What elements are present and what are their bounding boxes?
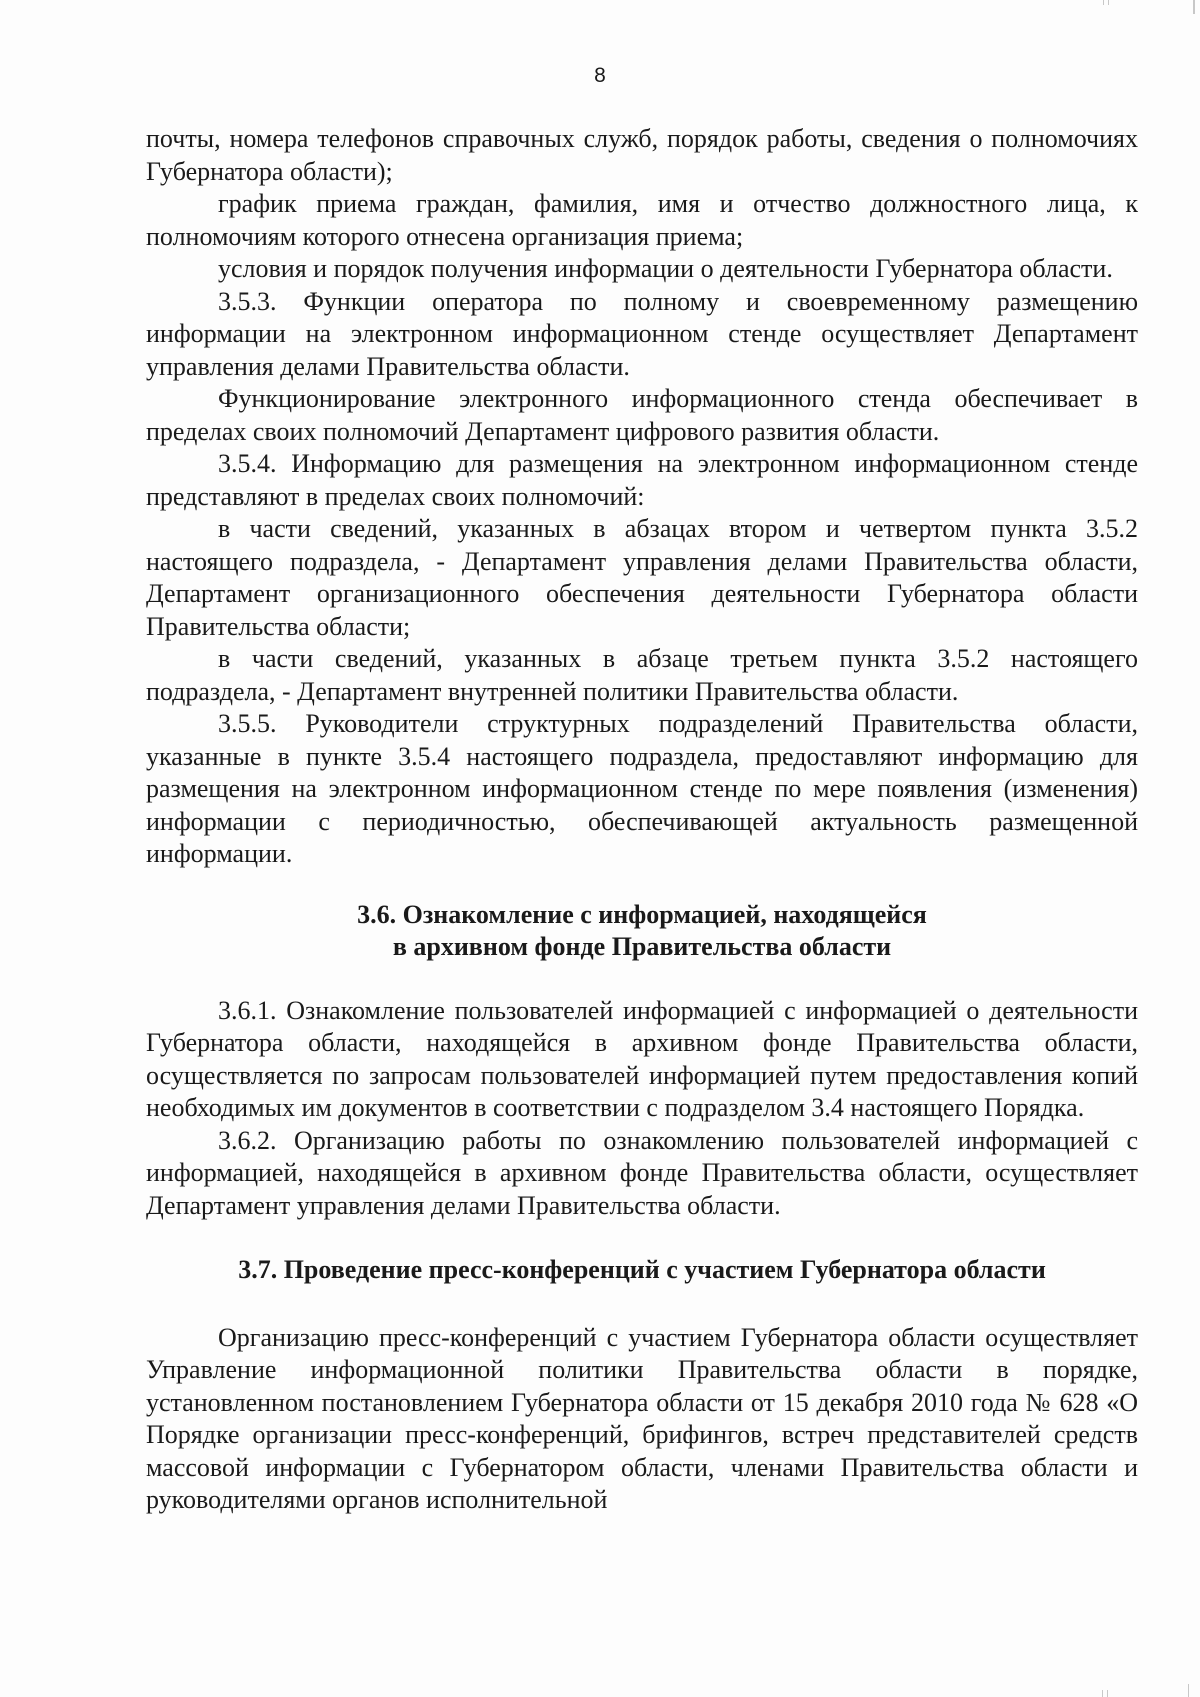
page-number: 8 <box>594 64 606 87</box>
paragraph-group-top <box>146 123 1138 871</box>
paragraph: Организацию пресс-конференций с участием Губернатора области осуществляет Управление информационной политики Правительства области в порядке, установленном постановлением Губернатора области от 15 декабря 2010 года № 628 «О Порядке организации пресс-конференций, брифингов, встреч представителей средств массовой информации с Губернатором области, членами Правительства области и руководителями органов исполнительной <box>146 1322 1138 1514</box>
paragraph: в части сведений, указанных в абзацах втором и четвертом пункта 3.5.2 настоящего подраздела, - Департамент управления делами Правительства области, Департамент организационного обеспечения деятельности Губернатора области Правительства области; <box>146 514 1138 641</box>
scan-artifact <box>1108 0 1109 5</box>
scan-artifact <box>1188 1684 1189 1697</box>
section-heading-3-7: 3.7. Проведение пресс-конференций с участием Губернатора области <box>238 1255 1046 1284</box>
scan-artifact <box>1107 1690 1108 1697</box>
paragraph: 3.5.4. Информацию для размещения на электронном информационном стенде представляют в пределах своих полномочий: <box>146 449 1138 511</box>
scan-artifact <box>1102 1690 1103 1697</box>
paragraph: условия и порядок получения информации о деятельности Губернатора области. <box>218 254 1113 283</box>
section-heading-3-6 <box>146 899 1138 964</box>
section-heading-3-6-line2: в архивном фонде Правительства области <box>392 932 892 961</box>
paragraph: 3.6.2. Организацию работы по ознакомлению пользователей информацией с информацией, находящейся в архивном фонде Правительства области, осуществляет Департамент управления делами Правительства области. <box>146 1125 1138 1220</box>
paragraph: почты, номера телефонов справочных служб, порядок работы, сведения о полномочиях Губернатора области); <box>146 124 1138 186</box>
paragraph: в части сведений, указанных в абзаце третьем пункта 3.5.2 настоящего подраздела, - Департамент внутренней политики Правительства области. <box>146 644 1138 706</box>
paragraph-group-section-3-6 <box>146 995 1138 1223</box>
paragraph-group-section-3-7 <box>146 1322 1138 1517</box>
paragraph: 3.6.1. Ознакомление пользователей информацией с информацией о деятельности Губернатора области, находящейся в архивном фонде Правительства области, осуществляется по запросам пользователей информацией путем предоставления копий необходимых им документов в соответствии с подразделом 3.4 настоящего Порядка. <box>146 995 1138 1122</box>
section-heading-3-6-line1: 3.6. Ознакомление с информацией, находящейся <box>357 899 927 929</box>
paragraph: график приема граждан, фамилия, имя и отчество должностного лица, к полномочиям которого отнесена организация приема; <box>146 189 1138 251</box>
scan-artifact <box>1193 0 1195 14</box>
paragraph: 3.5.5. Руководители структурных подразделений Правительства области, указанные в пункте 3.5.4 настоящего подраздела, предоставляют информацию для размещения на электронном информационном стенде по мере появления (изменения) информации с периодичностью, обеспечивающей актуальность размещенной информации. <box>146 709 1138 868</box>
scan-artifact <box>1103 0 1104 5</box>
paragraph: Функционирование электронного информационного стенда обеспечивает в пределах своих полномочий Департамент цифрового развития области. <box>146 384 1138 446</box>
paragraph: 3.5.3. Функции оператора по полному и своевременному размещению информации на электронном информационном стенде осуществляет Департамент управления делами Правительства области. <box>146 286 1138 381</box>
document-body <box>146 123 1138 1517</box>
